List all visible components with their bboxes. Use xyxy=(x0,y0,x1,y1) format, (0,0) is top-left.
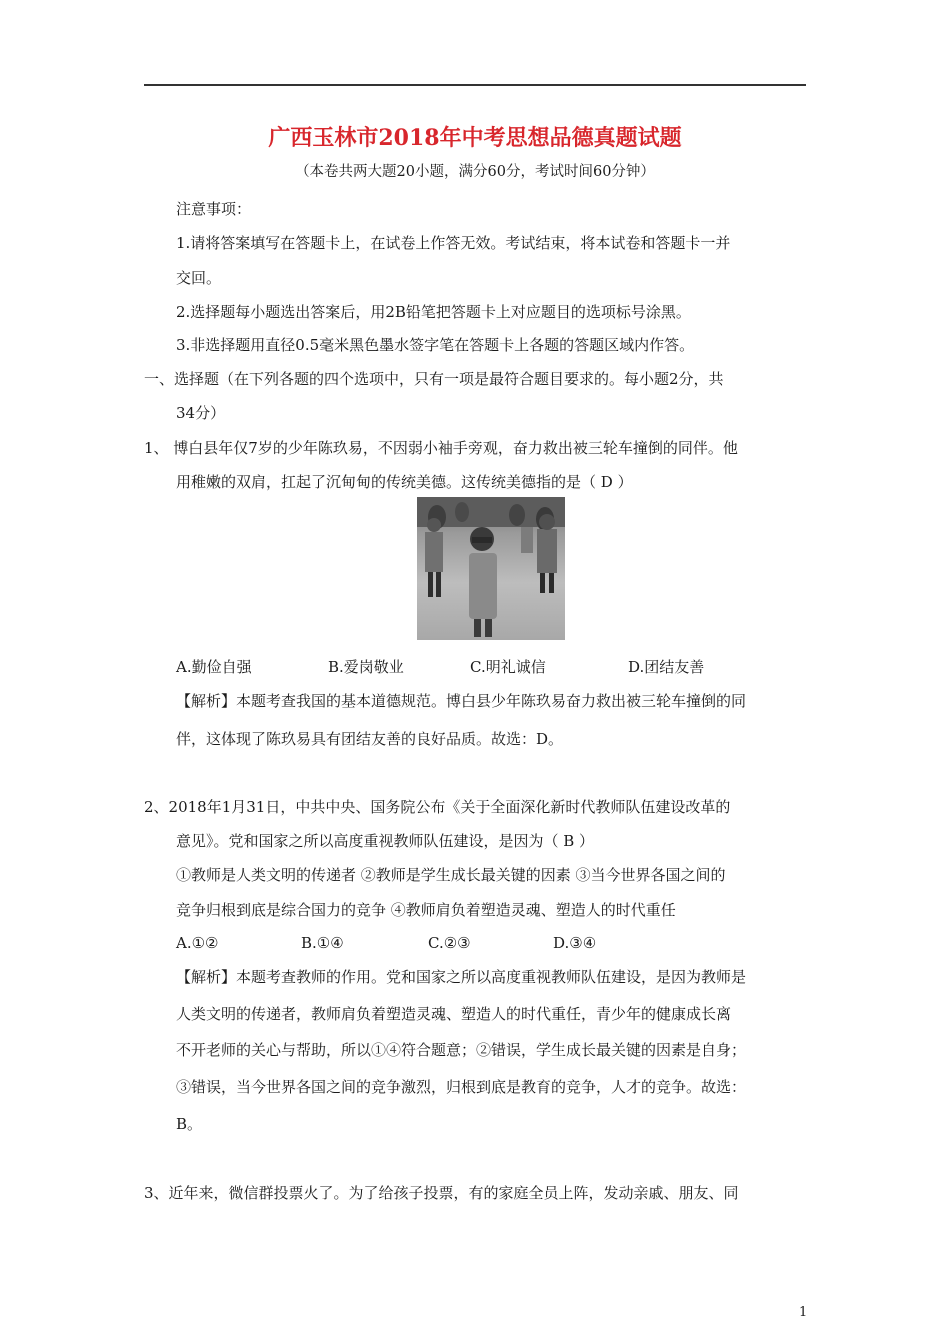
notice-item-1: 1.请将答案填写在答题卡上，在试卷上作答无效。考试结束，将本试卷和答题卡一并 xyxy=(176,234,731,252)
question-2-option-c: C.②③ xyxy=(428,934,471,952)
question-2-analysis-4: ③错误，当今世界各国之间的竞争激烈，归根到底是教育的竞争，人才的竞争。故选： xyxy=(176,1078,747,1096)
page-title: 广西玉林市2018年中考思想品德真题试题 xyxy=(268,125,682,151)
notice-heading: 注意事项： xyxy=(176,200,252,218)
question-2-option-d: D.③④ xyxy=(553,934,597,952)
section-1-heading: 一、选择题（在下列各题的四个选项中，只有一项是最符合题目要求的。每小题2分，共 xyxy=(144,370,724,388)
page-number: 1 xyxy=(799,1305,808,1320)
question-3-text: 3、近年来，微信群投票火了。为了给孩子投票，有的家庭全员上阵，发动亲戚、朋友、同 xyxy=(144,1184,739,1202)
question-1-option-a: A.勤俭自强 xyxy=(176,658,252,676)
question-2-statements-cont: 竞争归根到底是综合国力的竞争 ④教师肩负着塑造灵魂、塑造人的时代重任 xyxy=(176,901,676,919)
question-1-analysis: 【解析】本题考查我国的基本道德规范。博白县少年陈玖易奋力救出被三轮车撞倒的同 xyxy=(176,692,747,710)
header-rule xyxy=(144,84,806,86)
question-1-text: 1、 博白县年仅7岁的少年陈玖易，不因弱小袖手旁观，奋力救出被三轮车撞倒的同伴。他 xyxy=(144,439,738,457)
question-1-analysis-cont: 伴，这体现了陈玖易具有团结友善的良好品质。故选：D。 xyxy=(176,730,564,748)
question-2-statements: ①教师是人类文明的传递者 ②教师是学生成长最关键的因素 ③当今世界各国之间的 xyxy=(176,866,726,884)
section-1-heading-cont: 34分） xyxy=(176,404,226,422)
question-1-text-cont: 用稚嫩的双肩，扛起了沉甸甸的传统美德。这传统美德指的是（ D ） xyxy=(176,473,633,491)
notice-item-3: 3.非选择题用直径0.5毫米黑色墨水签字笔在答题卡上各题的答题区域内作答。 xyxy=(176,336,695,354)
question-2-text: 2、2018年1月31日，中共中央、国务院公布《关于全面深化新时代教师队伍建设改革的 xyxy=(144,798,731,816)
photo-illustration xyxy=(417,497,565,640)
question-2-analysis-3: 不开老师的关心与帮助，所以①④符合题意；②错误，学生成长最关键的因素是自身； xyxy=(176,1041,747,1059)
question-1-photo xyxy=(417,497,565,640)
question-1-option-d: D.团结友善 xyxy=(628,658,705,676)
notice-item-1-cont: 交回。 xyxy=(176,269,222,287)
question-2-text-cont: 意见》。党和国家之所以高度重视教师队伍建设，是因为（ B ） xyxy=(176,832,595,850)
question-1-option-c: C.明礼诚信 xyxy=(470,658,546,676)
notice-item-2: 2.选择题每小题选出答案后，用2B铅笔把答题卡上对应题目的选项标号涂黑。 xyxy=(176,303,691,321)
question-2-analysis-2: 人类文明的传递者，教师肩负着塑造灵魂、塑造人的时代重任，青少年的健康成长离 xyxy=(176,1005,732,1023)
question-2-option-a: A.①② xyxy=(176,934,219,952)
question-2-analysis-5: B。 xyxy=(176,1115,203,1133)
question-1-option-b: B.爱岗敬业 xyxy=(328,658,404,676)
question-2-analysis: 【解析】本题考查教师的作用。党和国家之所以高度重视教师队伍建设，是因为教师是 xyxy=(176,968,747,986)
exam-subtitle: （本卷共两大题20小题，满分60分，考试时间60分钟） xyxy=(295,164,655,180)
question-2-option-b: B.①④ xyxy=(301,934,344,952)
